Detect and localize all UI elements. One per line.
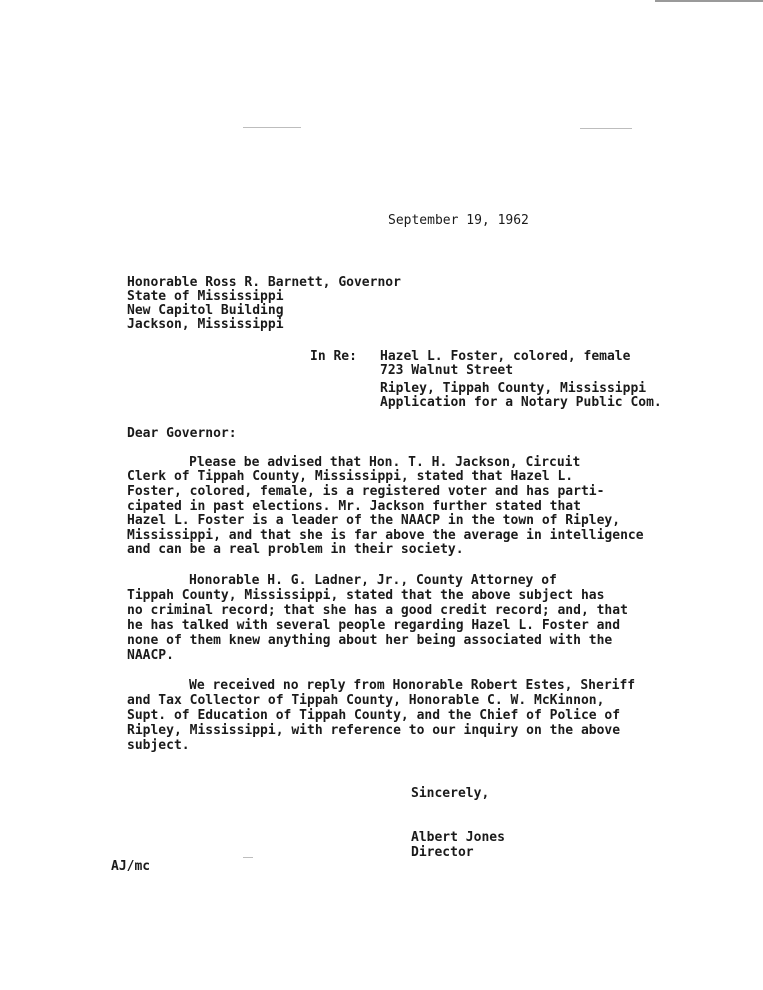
paragraph3-line: and Tax Collector of Tippah County, Honorable C. W. McKinnon, (127, 693, 605, 708)
paragraph1-line: cipated in past elections. Mr. Jackson further stated that (127, 499, 581, 514)
paragraph3-line: Ripley, Mississippi, with reference to our inquiry on the above (127, 723, 621, 738)
paragraph1-line: Hazel L. Foster is a leader of the NAACP in the town of Ripley, (127, 513, 621, 528)
scan-speck (243, 857, 253, 858)
scan-speck (243, 127, 301, 128)
salutation: Dear Governor: (127, 426, 237, 441)
in-re-label: In Re: (310, 349, 357, 364)
recipient-line: New Capitol Building (127, 303, 284, 318)
paragraph2-line: no criminal record; that she has a good credit record; and, that (127, 603, 628, 618)
scan-speck (580, 128, 632, 129)
paragraph3-line: subject. (127, 738, 190, 753)
typist-initials: AJ/mc (111, 859, 151, 874)
recipient-line: Honorable Ross R. Barnett, Governor (127, 275, 401, 290)
paragraph1-line: Please be advised that Hon. T. H. Jackson, Circuit (189, 455, 581, 470)
paragraph2-line: he has talked with several people regarding Hazel L. Foster and (127, 618, 621, 633)
in-re-line: Hazel L. Foster, colored, female (380, 349, 631, 364)
paragraph2-line: Tippah County, Mississippi, stated that the above subject has (127, 588, 605, 603)
paragraph1-line: and can be a real problem in their society. (127, 542, 464, 557)
paragraph1-line: Clerk of Tippah County, Mississippi, stated that Hazel L. (127, 469, 574, 484)
recipient-line: State of Mississippi (127, 289, 284, 304)
closing: Sincerely, (411, 786, 490, 801)
scan-edge-mark (655, 0, 763, 2)
paragraph2-line: none of them knew anything about her being associated with the (127, 633, 613, 648)
in-re-line: 723 Walnut Street (380, 363, 514, 378)
signer-title: Director (411, 845, 474, 860)
paragraph2-line: NAACP. (127, 648, 174, 663)
in-re-line: Application for a Notary Public Com. (380, 395, 662, 410)
paragraph1-line: Mississippi, and that she is far above the average in intelligence (127, 528, 644, 543)
paragraph1-line: Foster, colored, female, is a registered voter and has parti- (127, 484, 605, 499)
signer-name: Albert Jones (411, 830, 505, 845)
paragraph3-line: Supt. of Education of Tippah County, and the Chief of Police of (127, 708, 621, 723)
paragraph3-line: We received no reply from Honorable Robert Estes, Sheriff (189, 678, 636, 693)
in-re-line: Ripley, Tippah County, Mississippi (380, 381, 647, 396)
paragraph2-line: Honorable H. G. Ladner, Jr., County Attorney of (189, 573, 557, 588)
letter-date: September 19, 1962 (388, 213, 529, 228)
recipient-line: Jackson, Mississippi (127, 317, 284, 332)
